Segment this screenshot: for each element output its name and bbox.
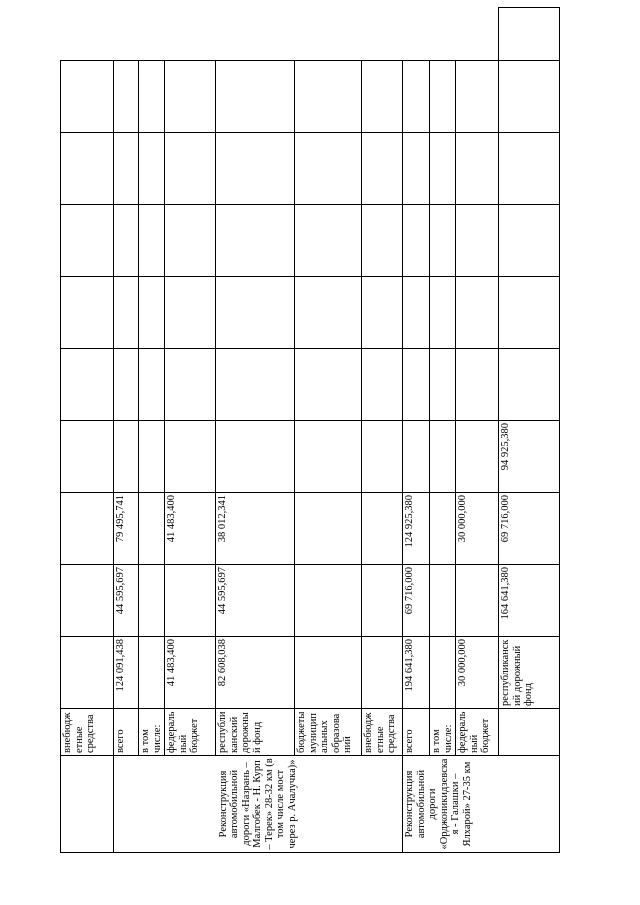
value-cell [430,277,456,349]
fund-cell: в том числе: [139,709,165,756]
value-cell [216,133,295,205]
value-cell [295,133,362,205]
value-cell [114,133,139,205]
value-cell [216,277,295,349]
value-cell [403,277,430,349]
value-cell: 38 012,341 [216,493,295,565]
value-cell [61,637,114,709]
value-cell [362,493,403,565]
value-cell [295,61,362,133]
value-cell [139,205,165,277]
table-row [61,8,114,853]
value-cell [430,565,456,637]
table-row [499,8,560,853]
value-cell [114,421,139,493]
value-cell [362,61,403,133]
value-cell [216,205,295,277]
value-cell [362,421,403,493]
value-cell [165,349,216,421]
value-cell [430,349,456,421]
table-row [114,8,139,853]
value-cell [456,61,499,133]
value-cell [456,565,499,637]
table-row [403,8,430,853]
value-cell [165,565,216,637]
value-cell [362,205,403,277]
fund-cell: внебюджетные средства [61,709,114,756]
value-cell [499,8,560,61]
value-cell [430,205,456,277]
value-cell [295,349,362,421]
fund-cell: республиканский дорожный фонд [216,709,295,756]
value-cell [61,493,114,565]
value-cell [499,61,560,133]
value-cell: 44 595,697 [216,565,295,637]
value-cell [61,205,114,277]
value-cell [216,421,295,493]
value-cell [114,61,139,133]
value-cell [403,61,430,133]
value-cell [430,637,456,709]
fund-cell: бюджеты муниципальных образований [295,709,362,756]
value-cell [499,349,560,421]
value-cell: 79 495,741 [114,493,139,565]
value-cell [61,133,114,205]
value-cell [362,637,403,709]
value-cell [165,133,216,205]
object-name-cell [61,756,114,853]
value-cell: 69 716,000 [403,565,430,637]
table-row [139,8,165,853]
table-row [165,8,216,853]
value-cell [61,349,114,421]
fund-cell: республиканский дорожный фонд [499,637,560,709]
fund-cell: всего [114,709,139,756]
value-cell: 164 641,380 [499,565,560,637]
value-cell [430,133,456,205]
value-cell: 124 091,438 [114,637,139,709]
value-cell [499,205,560,277]
value-cell: 30 000,000 [456,493,499,565]
value-cell: 69 716,000 [499,493,560,565]
value-cell: 44 595,697 [114,565,139,637]
value-cell: 194 641,380 [403,637,430,709]
value-cell: 124 925,380 [403,493,430,565]
value-cell [139,637,165,709]
table-row [295,8,362,853]
value-cell [114,205,139,277]
value-cell [295,493,362,565]
fund-cell: всего [403,709,430,756]
value-cell [61,277,114,349]
value-cell [139,493,165,565]
value-cell [456,421,499,493]
value-cell [456,277,499,349]
value-cell [165,277,216,349]
value-cell: 30 000,000 [456,637,499,709]
value-cell [403,133,430,205]
value-cell [430,421,456,493]
fund-cell: в том числе: [430,709,456,756]
value-cell [165,205,216,277]
value-cell [430,61,456,133]
value-cell [61,421,114,493]
value-cell [362,565,403,637]
budget-table [60,7,560,853]
value-cell [295,637,362,709]
value-cell [362,277,403,349]
value-cell [139,349,165,421]
value-cell [403,349,430,421]
fund-cell: федеральный бюджет [456,709,499,756]
object-name-cell: Реконструкция автомобильной дороги «Орджоникидзевская - Галашки – Ялхарой» 27-35 км [403,756,560,853]
fund-cell: внебюджетные средства [362,709,403,756]
value-cell [499,277,560,349]
value-cell [499,133,560,205]
table-row [362,8,403,853]
value-cell [61,61,114,133]
value-cell [216,61,295,133]
value-cell [362,133,403,205]
value-cell [295,421,362,493]
value-cell [456,133,499,205]
value-cell [403,421,430,493]
value-cell [295,277,362,349]
object-name-cell: Реконструкция автомобильной дороги «Назрань – Малгобек - Н. Курп – Терек» 28-32 км (в том числе мост через р. Ачалучка)» [114,756,403,853]
value-cell [295,565,362,637]
value-cell [139,565,165,637]
value-cell [139,61,165,133]
value-cell [139,277,165,349]
value-cell [295,205,362,277]
value-cell [430,493,456,565]
value-cell [456,349,499,421]
value-cell [165,421,216,493]
value-cell [61,565,114,637]
table-row [456,8,499,853]
value-cell [403,205,430,277]
value-cell: 41 483,400 [165,637,216,709]
table-row [430,8,456,853]
value-cell [362,349,403,421]
value-cell: 94 925,380 [499,421,560,493]
value-cell [139,133,165,205]
value-cell: 41 483,400 [165,493,216,565]
value-cell [114,349,139,421]
value-cell [165,61,216,133]
value-cell: 82 608,038 [216,637,295,709]
value-cell [216,349,295,421]
table-row [216,8,295,853]
fund-cell: федеральный бюджет [165,709,216,756]
value-cell [456,205,499,277]
value-cell [114,277,139,349]
object-name-cell [499,709,560,756]
value-cell [139,421,165,493]
